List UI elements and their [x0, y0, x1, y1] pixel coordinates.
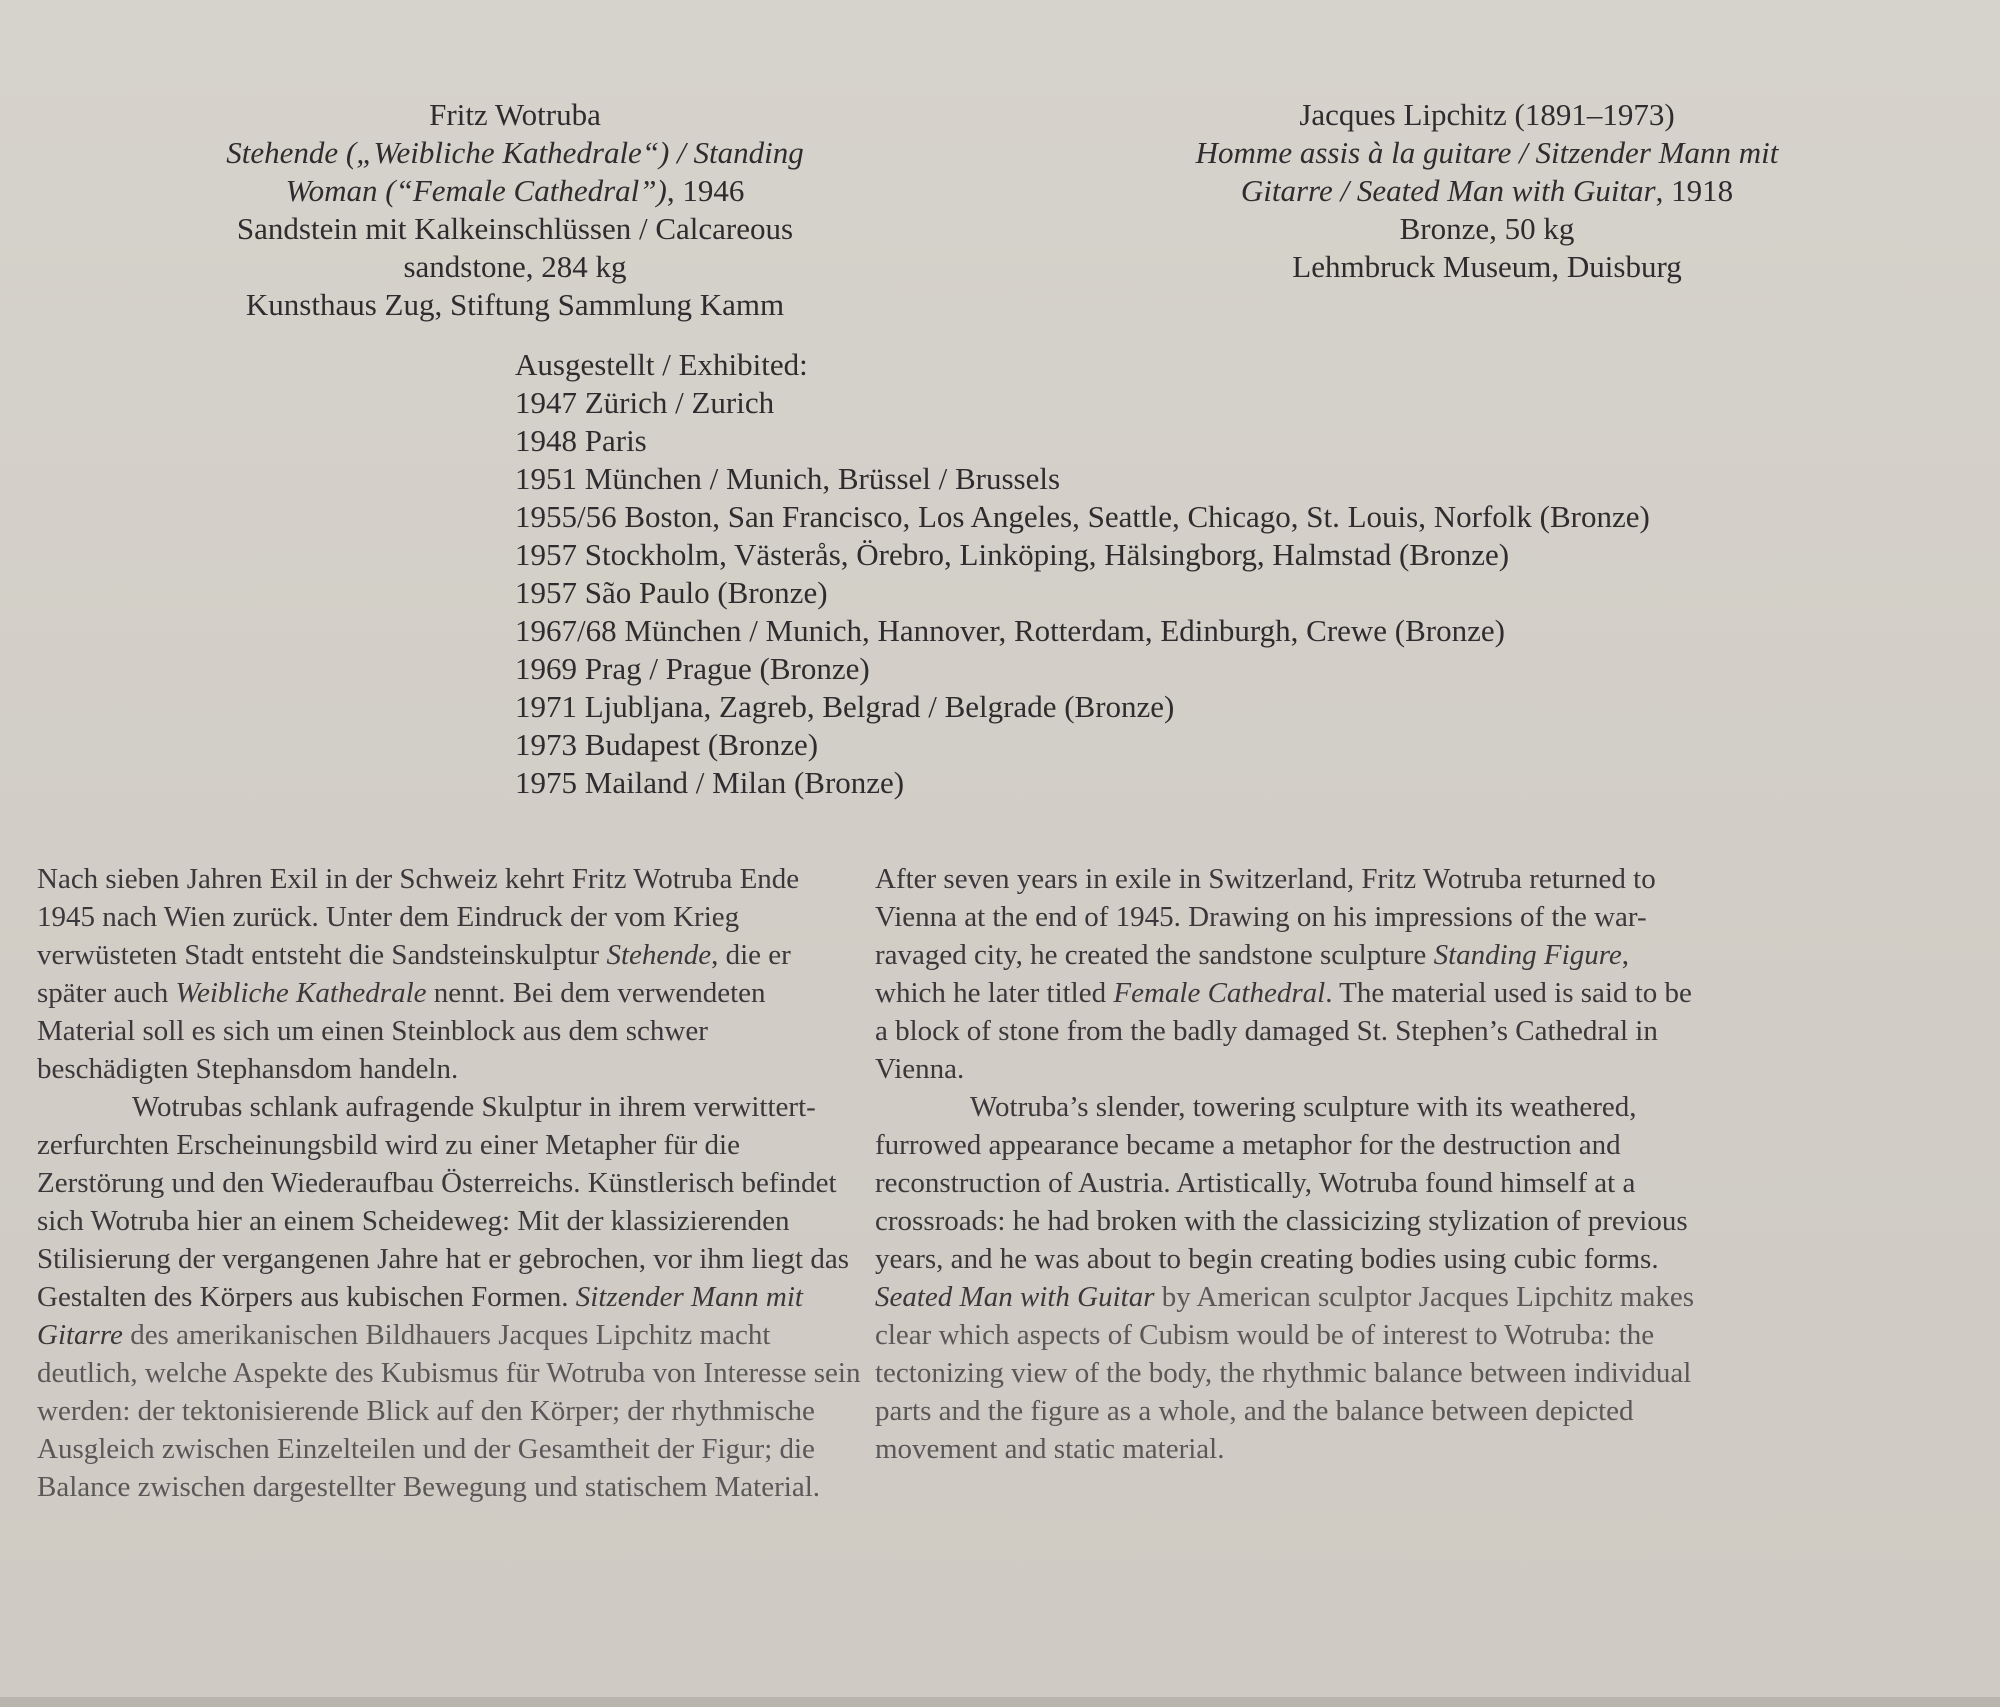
- text-span: , die er später auch: [37, 939, 791, 1009]
- panel-bottom-edge: [0, 1697, 2000, 1707]
- exhibition-item: 1947 Zürich / Zurich: [515, 385, 775, 420]
- artwork-title-italic: Woman (“Female Cathedral”): [285, 173, 667, 208]
- exhibition-item: 1955/56 Boston, San Francisco, Los Angeles, Seattle, Chicago, St. Louis, Norfolk (Bronze): [515, 499, 1650, 534]
- italic-title: Seated Man with Guitar: [875, 1281, 1155, 1313]
- artwork-title-line2: [1107, 172, 1867, 210]
- artwork-title-italic: Gitarre / Seated Man with Guitar: [1240, 173, 1656, 208]
- italic-title: Female Cathedral: [1113, 977, 1326, 1009]
- text-span: des amerikanischen Bildhauers Jacques Lipchitz macht deutlich, welche Aspekte des Kubismus für Wotruba von Interesse sein werden: der tektonisierende Blick auf den Körper; der rhythmische Ausgleich zwischen Einzelteilen und der Gesamtheit der Figur; die Balance zwischen dargestellter Bewegung und statischem Material.: [37, 1319, 861, 1503]
- artwork-collection: Lehmbruck Museum, Duisburg: [1292, 249, 1682, 284]
- artwork-title: Homme assis à la guitare / Sitzender Mann mit: [1195, 135, 1779, 170]
- exhibition-item: 1967/68 München / Munich, Hannover, Rotterdam, Edinburgh, Crewe (Bronze): [515, 613, 1505, 648]
- italic-title: Sitzender Mann mit Gitarre: [37, 1281, 803, 1351]
- text-span: Nach sieben Jahren Exil in der Schweiz kehrt Fritz Wotruba Ende 1945 nach Wien zurück. Unter dem Eindruck der vom Krieg verwüsteten Stadt entsteht die Sandsteinskulptur: [37, 863, 800, 971]
- text-span: , which he later titled: [875, 939, 1630, 1009]
- artwork-title-line2: [135, 172, 895, 210]
- text-span: Wotruba’s slender, towering sculpture with its weathered, furrowed appearance became a metaphor for the destruction and reconstruction of Austria. Artistically, Wotruba found himself at a crossroads: he had broken with the classicizing stylization of previous years, and he was about to begin creating bodies using cubic forms.: [875, 1091, 1688, 1275]
- caption-lipchitz: [1107, 96, 1867, 286]
- artwork-material: Bronze, 50 kg: [1399, 211, 1575, 246]
- exhibition-item: 1951 München / Munich, Brüssel / Brussels: [515, 461, 1061, 496]
- text-span: Wotrubas schlank aufragende Skulptur in ihrem verwittert-zerfurchten Erscheinungsbild wird zu einer Metapher für die Zerstörung und den Wiederaufbau Österreichs. Künstlerisch befindet sich Wotruba hier an einem Scheideweg: Mit der klassizierenden Stilisierung der vergangenen Jahre hat er gebrochen, vor ihm liegt das Gestalten des Körpers aus kubischen Formen.: [37, 1091, 850, 1313]
- italic-title: Standing Figure: [1433, 939, 1622, 971]
- artwork-year: , 1918: [1655, 173, 1734, 208]
- german-paragraph-2: [37, 1088, 862, 1506]
- text-span: . The material used is said to be a block of stone from the badly damaged St. Stephen’s Cathedral in Vienna.: [875, 977, 1692, 1085]
- caption-wotruba: [135, 96, 895, 324]
- exhibition-item: 1971 Ljubljana, Zagreb, Belgrad / Belgrade (Bronze): [515, 689, 1175, 724]
- artwork-year: , 1946: [666, 173, 745, 208]
- german-text-column: [37, 860, 862, 1506]
- exhibition-history: [515, 346, 1975, 802]
- exhibition-item: 1957 São Paulo (Bronze): [515, 575, 828, 610]
- exhibition-item: 1957 Stockholm, Västerås, Örebro, Linköping, Hälsingborg, Halmstad (Bronze): [515, 537, 1510, 572]
- artist-name: Fritz Wotruba: [429, 97, 601, 132]
- english-text-column: [875, 860, 1695, 1468]
- italic-title: Weibliche Kathedrale: [175, 977, 427, 1009]
- exhibition-heading: Ausgestellt / Exhibited:: [515, 347, 808, 382]
- text-span: nennt. Bei dem verwendeten Material soll es sich um einen Steinblock aus dem schwer beschädigten Stephansdom handeln.: [37, 977, 766, 1085]
- artwork-material: Sandstein mit Kalkeinschlüssen / Calcareous: [236, 211, 794, 246]
- artist-name: Jacques Lipchitz (1891–1973): [1299, 97, 1675, 132]
- text-span: by American sculptor Jacques Lipchitz makes clear which aspects of Cubism would be of interest to Wotruba: the tectonizing view of the body, the rhythmic balance between individual parts and the figure as a whole, and the balance between depicted movement and static material.: [875, 1281, 1695, 1465]
- exhibition-item: 1973 Budapest (Bronze): [515, 727, 819, 762]
- artwork-collection: Kunsthaus Zug, Stiftung Sammlung Kamm: [245, 287, 785, 322]
- exhibition-item: 1975 Mailand / Milan (Bronze): [515, 765, 905, 800]
- artwork-title: Stehende („Weibliche Kathedrale“) / Standing: [226, 135, 804, 170]
- german-paragraph-1: [37, 860, 862, 1088]
- exhibition-item: 1969 Prag / Prague (Bronze): [515, 651, 870, 686]
- text-span: After seven years in exile in Switzerland, Fritz Wotruba returned to Vienna at the end of 1945. Drawing on his impressions of the war-ravaged city, he created the sandstone sculpture: [875, 863, 1656, 971]
- italic-title: Stehende: [606, 939, 712, 971]
- exhibition-item: 1948 Paris: [515, 423, 647, 458]
- english-paragraph-2: [875, 1088, 1695, 1468]
- english-paragraph-1: [875, 860, 1695, 1088]
- artwork-material-line2: sandstone, 284 kg: [403, 249, 627, 284]
